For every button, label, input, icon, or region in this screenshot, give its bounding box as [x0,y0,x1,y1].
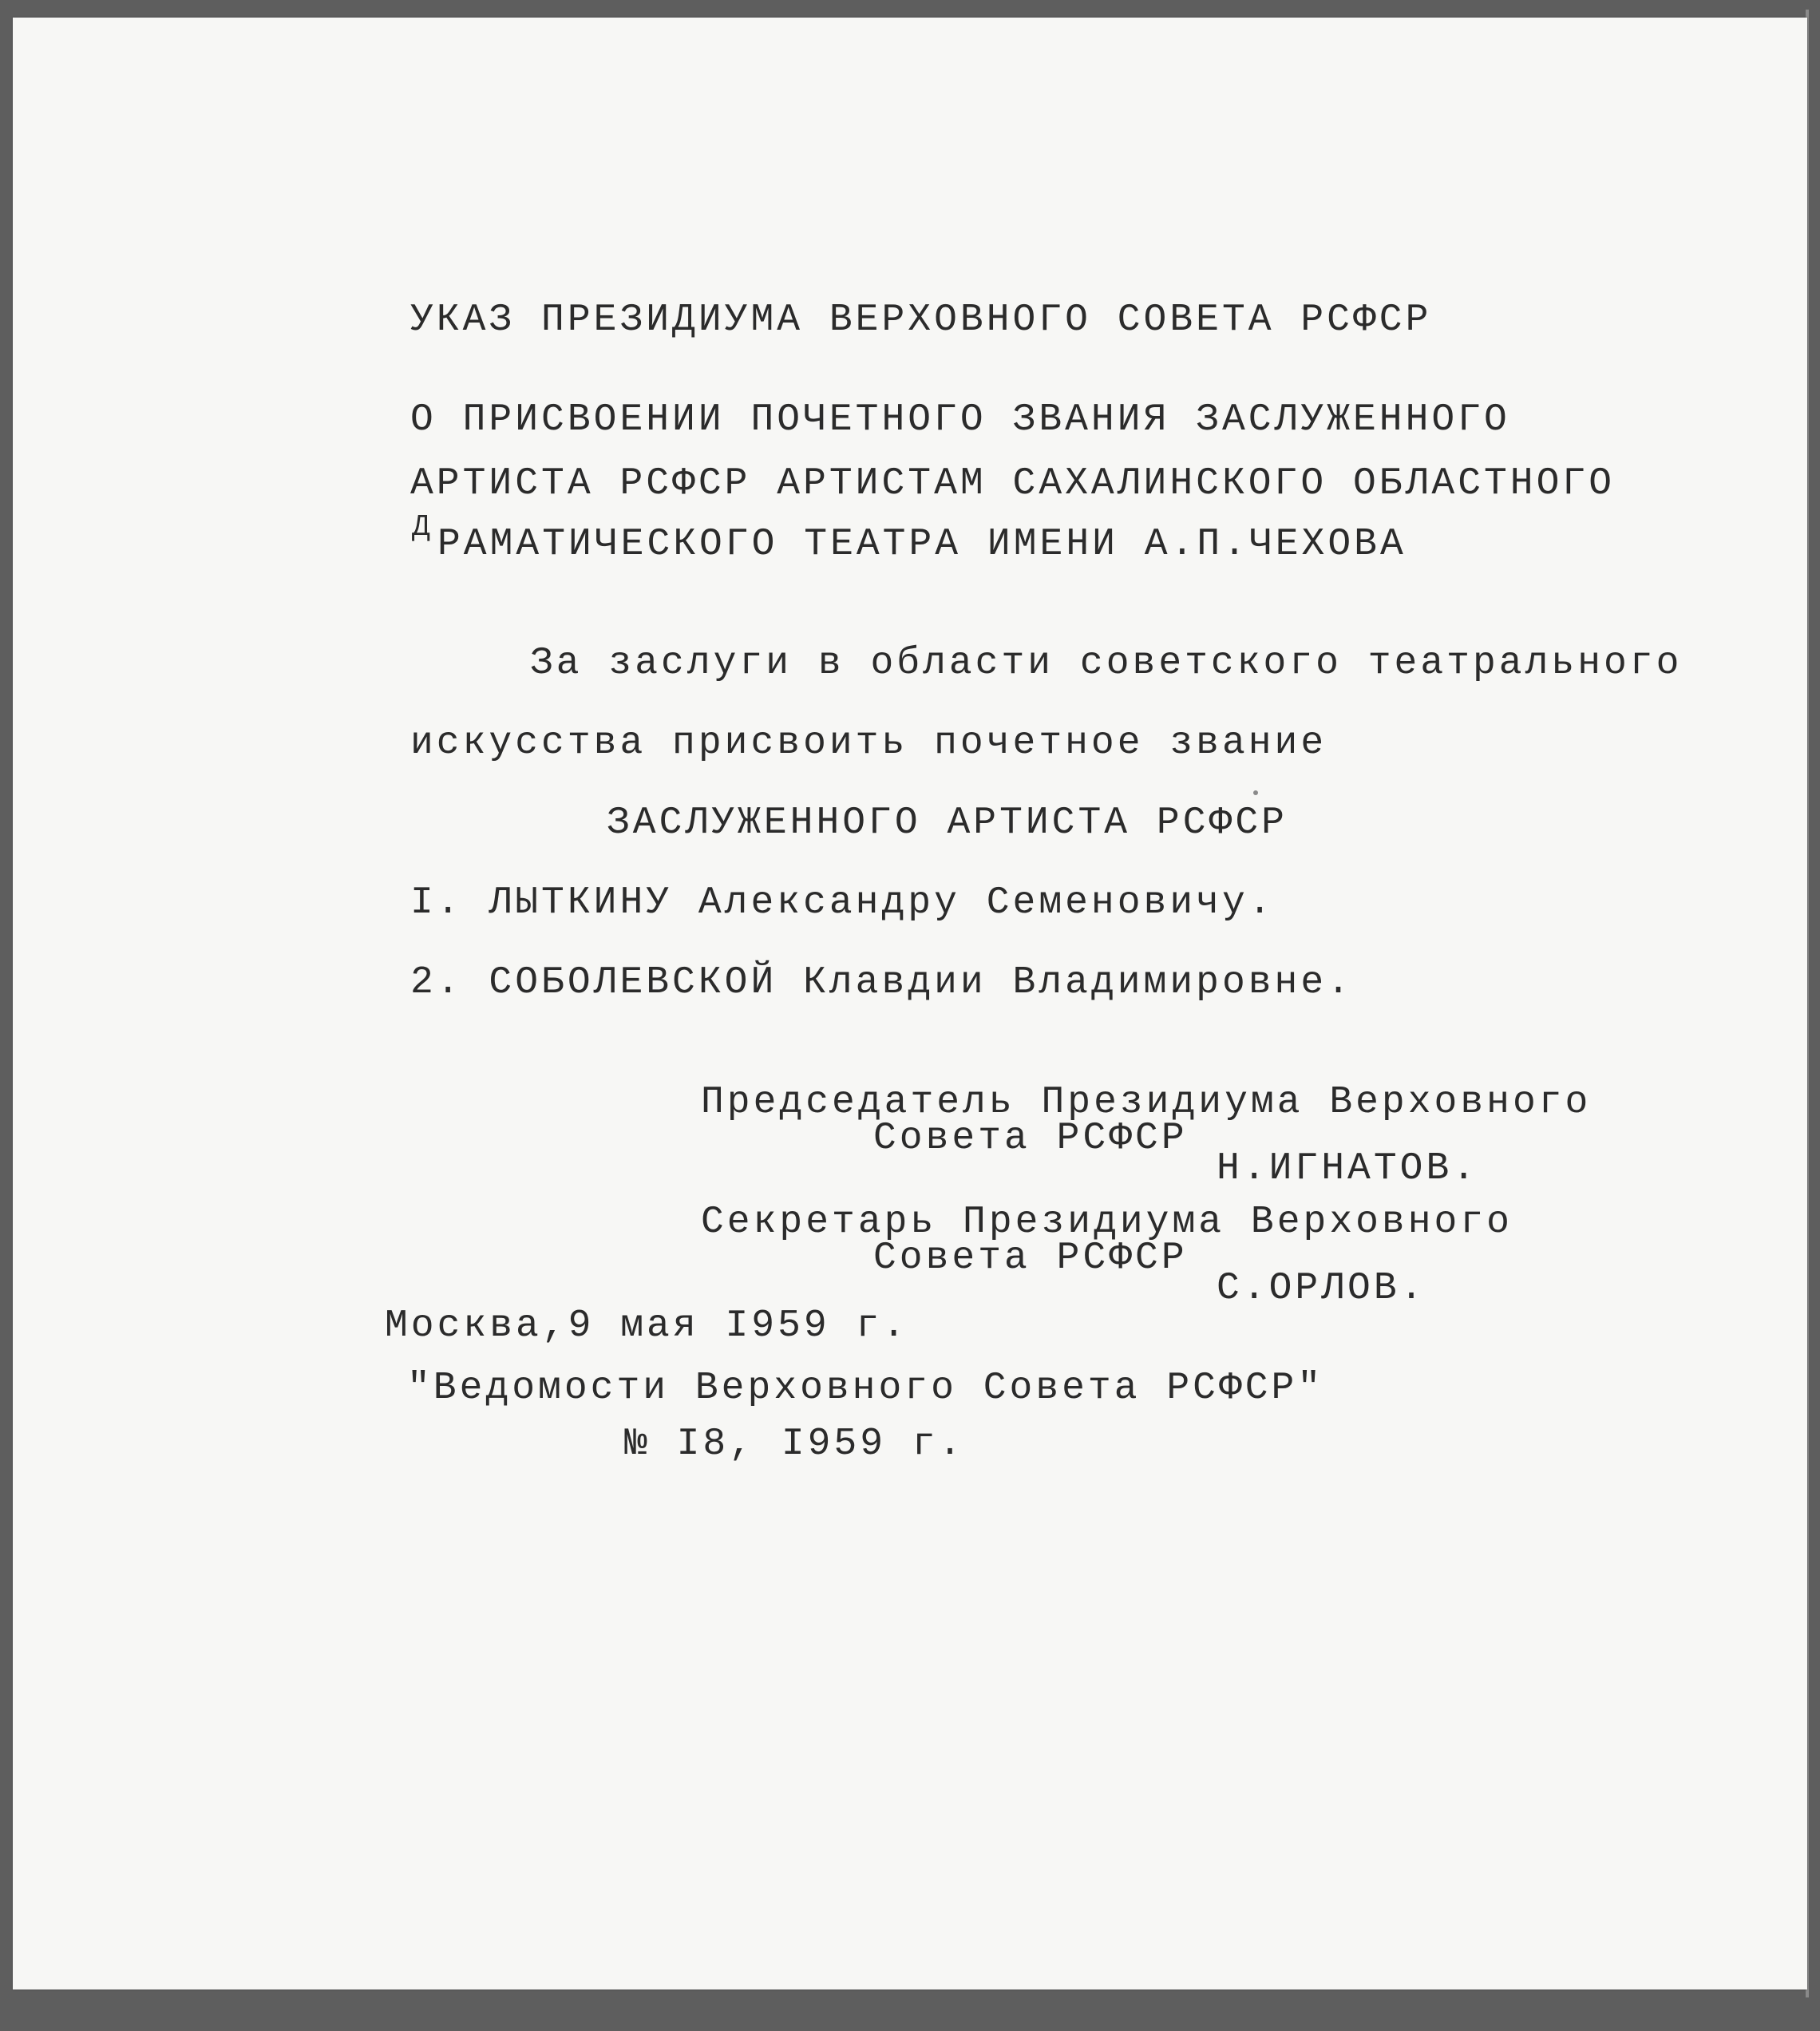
recipient-1: I. ЛЫТКИНУ Александру Семеновичу. [410,881,1275,924]
decree-heading: УКАЗ ПРЕЗИДИУМА ВЕРХОВНОГО СОВЕТА РСФСР [410,299,1432,342]
chairman-name: Н.ИГНАТОВ. [1217,1147,1479,1190]
secretary-title-2: Совета РСФСР [873,1237,1188,1280]
chairman-title-2: Совета РСФСР [873,1117,1188,1160]
awarded-title: ЗАСЛУЖЕННОГО АРТИСТА РСФСР [607,802,1288,845]
secretary-title-1: Секретарь Президиума Верховного [701,1201,1513,1244]
source-line-2: № I8, I959 г. [624,1423,965,1466]
document-page [13,18,1807,1989]
source-line-1: "Ведомости Верховного Совета РСФСР" [407,1367,1324,1410]
body-line-1: За заслуги в области советского театрального [530,642,1683,685]
subject-line-3-initial: Д [412,510,430,544]
secretary-name: С.ОРЛОВ. [1217,1267,1426,1310]
body-line-2: искусства присвоить почетное звание [410,722,1327,765]
chairman-title-1: Председатель Президиума Верховного [701,1081,1592,1124]
subject-line-2: АРТИСТА РСФСР АРТИСТАМ САХАЛИНСКОГО ОБЛАСТНОГО [410,462,1616,505]
recipient-2: 2. СОБОЛЕВСКОЙ Клавдии Владимировне. [410,961,1353,1004]
subject-line-3: РАМАТИЧЕСКОГО ТЕАТРА ИМЕНИ А.П.ЧЕХОВА [437,523,1407,566]
subject-line-1: О ПРИСВОЕНИИ ПОЧЕТНОГО ЗВАНИЯ ЗАСЛУЖЕННОГО [410,398,1510,441]
paper-speck [1253,790,1258,795]
place-date: Москва,9 мая I959 г. [385,1305,909,1348]
